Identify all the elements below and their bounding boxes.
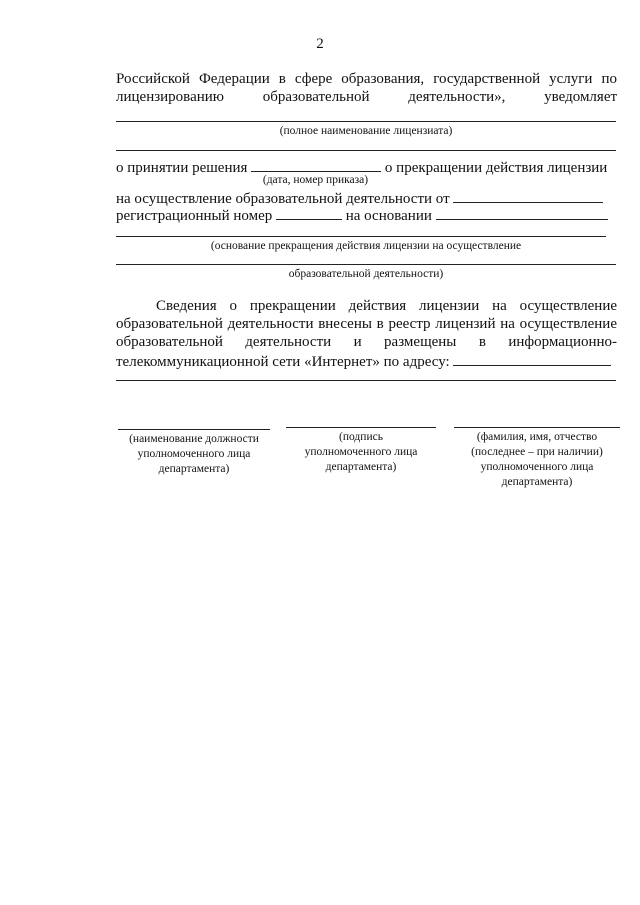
caption-line: (подпись: [339, 431, 383, 443]
activity-label: на осуществление образовательной деятельности от: [116, 191, 450, 207]
signature-field[interactable]: [286, 427, 436, 428]
signature-caption-fullname: [452, 430, 622, 490]
intro-word: лицензированию: [116, 89, 224, 105]
info-word: на: [492, 298, 507, 314]
signature-caption-position: [110, 432, 278, 477]
info-word: в: [478, 334, 486, 350]
caption-line: департамента): [158, 463, 230, 475]
info-line-2: образовательной деятельности внесены в реестр лицензий на осуществление: [116, 316, 617, 332]
info-word: лицензии: [419, 298, 480, 314]
info-word: размещены: [384, 334, 457, 350]
info-word: деятельности: [245, 334, 332, 350]
basis-reason-field-2[interactable]: [116, 264, 616, 265]
info-address-label: телекоммуникационной сети «Интернет» по адресу:: [116, 354, 450, 370]
intro-line-1: Российской Федерации в сфере образования, государственной услуги по: [116, 71, 617, 87]
basis-field[interactable]: [436, 205, 608, 220]
licensee-name-field[interactable]: [116, 121, 616, 122]
registration-line: [116, 205, 608, 225]
info-word: прекращении: [249, 298, 336, 314]
address-field-2[interactable]: [116, 380, 616, 381]
caption-line: уполномоченного лица: [137, 448, 251, 460]
registration-label: регистрационный номер: [116, 208, 273, 224]
caption-line: департамента): [501, 476, 573, 488]
caption-line: уполномоченного лица: [304, 446, 418, 458]
basis-caption-1: (основание прекращения действия лицензии на осуществление: [210, 240, 522, 252]
caption-line: (последнее – при наличии): [471, 446, 603, 458]
fullname-signature-field[interactable]: [454, 427, 620, 428]
page-number: 2: [316, 36, 324, 52]
intro-word: деятельности»,: [408, 89, 506, 105]
signature-caption-sign: [278, 430, 444, 475]
decision-before: о принятии решения: [116, 160, 248, 176]
activity-date-field[interactable]: [453, 188, 603, 203]
intro-word: уведомляет: [544, 89, 618, 105]
info-word: и: [353, 334, 362, 350]
caption-line: департамента): [325, 461, 397, 473]
caption-line: уполномоченного лица: [480, 461, 594, 473]
position-signature-field[interactable]: [118, 429, 270, 430]
info-word: Сведения: [156, 298, 217, 314]
info-line-3: [116, 333, 617, 351]
info-word: действия: [348, 298, 407, 314]
intro-line-2: [116, 88, 617, 106]
info-line-4: [116, 351, 611, 371]
info-word: информационно-: [508, 334, 618, 350]
basis-reason-field[interactable]: [116, 236, 606, 237]
licensee-caption: (полное наименование лицензиата): [279, 125, 453, 137]
info-word: о: [229, 298, 238, 314]
caption-line: (фамилия, имя, отчество: [476, 431, 598, 443]
info-line-1: [156, 297, 617, 315]
date-order-field[interactable]: [251, 157, 381, 172]
licensee-name-field-2[interactable]: [116, 150, 616, 151]
info-word: образовательной: [116, 334, 223, 350]
basis-caption-2: образовательной деятельности): [288, 268, 444, 280]
intro-word: образовательной: [262, 89, 370, 105]
basis-label: на основании: [345, 208, 432, 224]
registration-number-field[interactable]: [276, 205, 342, 220]
decision-after: о прекращении действия лицензии: [384, 160, 608, 176]
caption-line: (наименование должности: [129, 433, 259, 445]
date-order-caption: (дата, номер приказа): [262, 174, 369, 186]
info-word: осуществление: [519, 298, 618, 314]
address-field[interactable]: [453, 351, 611, 366]
